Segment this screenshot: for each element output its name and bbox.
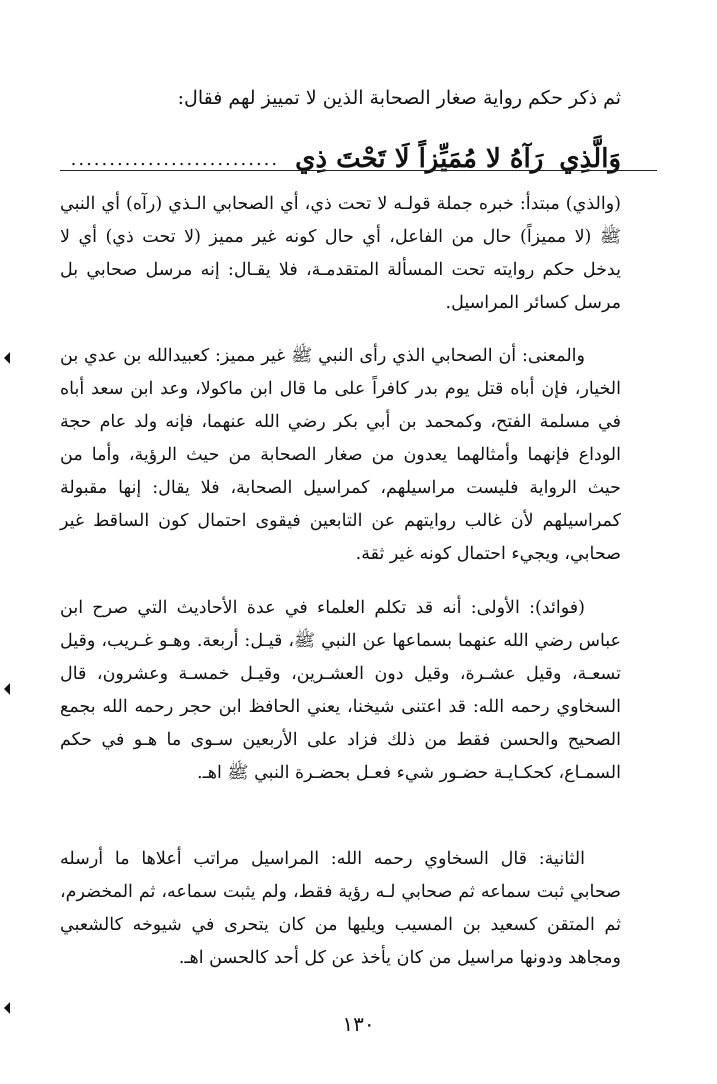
paragraph-second [60,843,621,975]
verse-part2: رَآهُ لا مُمَيِّزاً لَا تَحْتَ ذِي [295,144,544,174]
paragraph-text: والمعنى: أن الصحابي الذي رأى النبي ﷺ غير مميز: كعبيدالله بن عدي بن الخيار، فإن أباه قتل يوم بدر كافراً على ما قال ابن ماكولا، وعد ابن سعد أباه في مسلمة الفتح، وكمحمد بن أبي بكر رضي الله عنهما، فإنه ولد عام حجة الوداع فإنهما وأمثالهما يعدون من صغار الصحابة من حيث الرؤية، وأما من حيث الرواية فليست مراسيلهم، كمراسيل الصحابة، فلا يقال: إنها مقبولة كمراسيلهم لأن غالب روايتهم عن التابعين فيقوى احتمال كون الساقط غير صحابي، ويجيء احتمال كونه غير ثقة. [60,346,621,564]
poem-verse [60,128,621,174]
margin-mark-icon [4,1002,10,1014]
page-number: ١٣٠ [342,1012,375,1036]
margin-mark-icon [4,352,10,364]
paragraph-benefits [60,592,621,790]
verse-divider [60,170,657,171]
paragraph-meaning [60,340,621,571]
paragraph-explanation [60,188,621,320]
verse-dots: ........................... [70,149,280,170]
margin-mark-icon [4,683,10,695]
paragraph-text: (والذي) مبتدأ: خبره جملة قولـه لا تحت ذي، أي الصحابي الـذي (رآه) أي النبي ﷺ (لا مميزاً) حال من الفاعل، أي حال كونه غير مميز (لا تحت ذي) أي لا يدخل حكم روايته تحت المسألة المتقدمـة، فلا يقـال: إنه مرسل صحابي بل مرسل كسائر المراسيل. [60,194,621,313]
verse-part1: وَالَّذِي [559,144,621,174]
paragraph-text: الثانية: قال السخاوي رحمه الله: المراسيل مراتب أعلاها ما أرسله صحابي ثبت سماعه ثم صحابي لـه رؤية فقط، ولم يثبت سماعه، ثم المخضرم، ثم المتقن كسعيد بن المسيب ويليها من كان يتحرى في شيوخه كالشعبي ومجاهد ودونها مراسيل من كان يأخذ عن كل أحد كالحسن اهـ. [60,849,621,968]
intro-line: ثم ذكر حكم رواية صغار الصحابة الذين لا تمييز لهم فقال: [177,87,621,109]
paragraph-text: (فوائد): الأولى: أنه قد تكلم العلماء في عدة الأحاديث التي صرح ابن عباس رضي الله عنهما بسماعها عن النبي ﷺ، قيـل: أربعة. وهـو غـريب، وقيل تسعـة، وقيل عشـرة، وقيل دون العشـرين، وقيـل خمسـة وعشرون، قال السخاوي رحمه الله: قد اعتنى شيخنا، يعني الحافظ ابن حجر رحمه الله بجمع الصحيح والحسن فقط من ذلك فزاد على الأربعين سـوى ما هـو في حكم السمـاع، كحكـايـة حضـور شيء فعـل بحضـرة النبي ﷺ اهـ. [60,598,621,783]
